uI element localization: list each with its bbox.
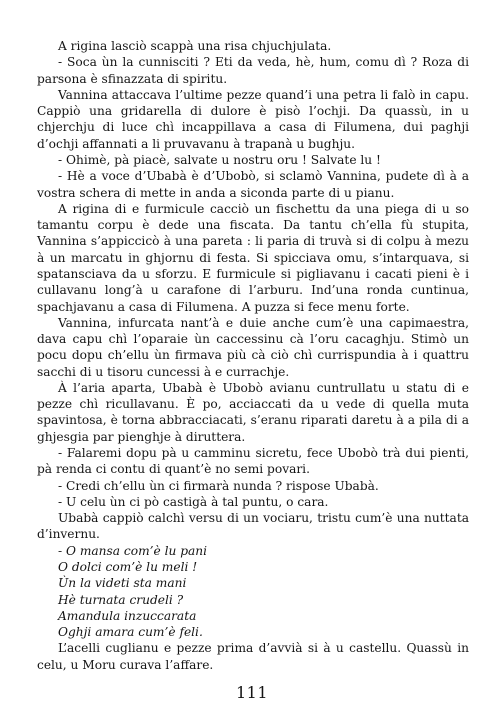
paragraph: A rigina di e furmicule cacciò un fischettu da una piega di u so tamantu corpu è dede una fiscata. Da tantu ch’ella fù stupita, Vannina s’appiccicò à una pareta : li paria di truvà si di colpu à mezu à un marcatu in ghjornu di festa. Si spicciava omu, s’intarquava, si spatansciava da u sforzu. E furmicule si pigliavanu i cacati pieni è i cullavanu long’à u carafone di l’arburu. Ind’una ronda cuntinua, spachjavanu a casa di Filumena. A puzza si fece menu forte.	[37, 201, 469, 314]
verse-line: Amandula inzuccarata	[58, 608, 197, 623]
verse-line: - O mansa com’è lu pani	[58, 543, 208, 558]
verse-line: O dolci com’è lu meli !	[58, 560, 198, 574]
paragraph: Vannina attaccava l’ultime pezze quand’i una petra li falò in capu. Cappiò una gridarella di dulore è pisò l’ochji. Da quassù, in u chjerchju di luce chì incappillava a casa di Filumena, dui paghji d’ochji affannati a li pruvavanu à trapanà u bughju.	[37, 87, 469, 151]
closing-paragraph: L’acelli cuglianu e pezze prima d’avvià si à u castellu. Quassù in celu, u Moru curava l’affare.	[37, 641, 469, 672]
verse-line: Oghji amara cum’è feli.	[58, 625, 203, 640]
page-body	[37, 38, 469, 673]
paragraph: À l’aria aparta, Ubabà è Ubobò avianu cuntrullatu u statu di e pezze chì ricullavanu. È po, acciaccati da u vede di quella muta spavintosa, è torna abbracciacati, s’eranu riparati daretu à a pila di a ghjesgia par pienghje à diruttera.	[37, 380, 469, 444]
paragraph: Vannina, infurcata nant’à e duie anche cum’è una capimaestra, dava capu chì l’oparaie ùn caccessinu cà l’oru cacaghju. Stimò un pocu dopu ch’ellu ùn firmava più cà ciò chì currispundia à i quattru sacchi di u tisoru cuncessi à e currachje.	[37, 315, 469, 379]
paragraph: - Ohimè, pà piacè, salvate u nostru oru ! Salvate lu !	[58, 152, 381, 167]
song-verses	[37, 543, 469, 641]
paragraph: - Falaremi dopu pà u camminu sicretu, fece Ubobò trà dui pienti, pà renda ci contu di quant’è no semi povari.	[37, 446, 469, 477]
paragraph: - Hè a voce d’Ubabà è d’Ubobò, si sclamò Vannina, pudete dì à a vostra schera di mette in anda a siconda parte di u pianu.	[37, 169, 469, 200]
page-number: 111	[235, 683, 269, 702]
paragraph: - Soca ùn la cunnisciti ? Eti da veda, hè, hum, comu dì ? Roza di parsona è sfinazzata di spiritu.	[37, 55, 469, 86]
paragraph: - U celu ùn ci pò castigà à tal puntu, o cara.	[58, 494, 329, 509]
verse-line: Hè turnata crudeli ?	[58, 592, 184, 607]
verse-line: Ùn la videti sta mani	[58, 576, 187, 591]
paragraph: A rigina lasciò scappà una risa chjuchjulata.	[58, 39, 332, 53]
paragraph: - Credi ch’ellu ùn ci firmarà nunda ? rispose Ubabà.	[58, 478, 379, 493]
paragraph: Ubabà cappiò calchì versu di un vociaru, tristu cum’è una nuttata d’invernu.	[37, 511, 469, 542]
